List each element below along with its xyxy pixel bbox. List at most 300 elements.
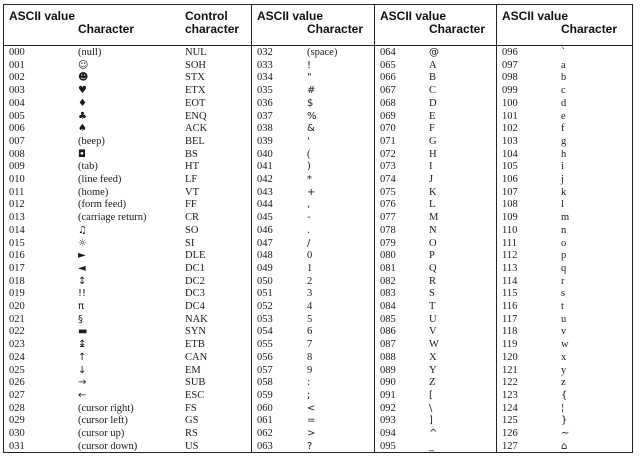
character: d	[561, 97, 567, 109]
character: G	[429, 135, 437, 147]
ascii-value: 109	[502, 212, 518, 224]
control-character: SUB	[185, 377, 206, 389]
character: _	[429, 440, 434, 452]
character: U	[429, 313, 437, 325]
ascii-value: 071	[380, 135, 396, 147]
ascii-value: 105	[502, 161, 518, 173]
ascii-value: 074	[380, 174, 396, 185]
character: O	[429, 237, 437, 249]
character: y	[561, 364, 567, 376]
character: g	[561, 135, 567, 147]
character: ♣	[78, 110, 87, 122]
character: '	[307, 135, 310, 147]
ascii-value: 104	[502, 148, 518, 160]
header-ascii-value: ASCII value	[502, 9, 569, 23]
ascii-value: 127	[502, 440, 518, 452]
character: J	[429, 174, 434, 185]
character: /	[307, 237, 311, 249]
character: ↕	[78, 275, 87, 287]
ascii-value: 043	[257, 186, 273, 198]
character: 0	[307, 250, 313, 262]
character: B	[429, 72, 437, 84]
control-character: NUL	[185, 47, 207, 58]
character: (cursor up)	[78, 428, 125, 439]
ascii-value: 113	[502, 262, 518, 274]
character: ,	[307, 199, 311, 211]
character: a	[561, 59, 566, 71]
character: ¦	[561, 402, 565, 414]
ascii-value: 107	[502, 186, 518, 198]
ascii-value: 123	[502, 389, 518, 401]
character: $	[307, 97, 314, 109]
character: )	[307, 161, 311, 173]
character: (tab)	[78, 161, 98, 173]
ascii-value: 115	[502, 288, 518, 300]
character: ]	[429, 415, 433, 427]
ascii-value: 102	[502, 123, 518, 135]
control-character: CR	[185, 212, 200, 224]
character: ↓	[78, 364, 87, 376]
ascii-value: 118	[502, 326, 518, 338]
character: r	[561, 275, 565, 287]
character: ◘	[78, 148, 86, 160]
ascii-value: 060	[257, 402, 273, 414]
ascii-value: 124	[502, 402, 518, 414]
ascii-value: 038	[257, 123, 273, 135]
ascii-value: 067	[380, 85, 396, 97]
control-character: SYN	[185, 326, 207, 338]
ascii-value: 057	[257, 364, 273, 376]
character: P	[429, 250, 435, 262]
ascii-value: 066	[380, 72, 396, 84]
ascii-value: 013	[9, 212, 25, 224]
character: ~	[561, 428, 570, 439]
ascii-value: 045	[257, 212, 273, 224]
ascii-value: 080	[380, 250, 396, 262]
ascii-value: 005	[9, 110, 25, 122]
character: q	[561, 262, 567, 274]
character: D	[429, 97, 437, 109]
control-character: US	[185, 440, 199, 452]
character: A	[429, 59, 437, 71]
character: `	[561, 47, 566, 58]
character: -	[307, 212, 311, 224]
ascii-value: 108	[502, 199, 518, 211]
ascii-value: 075	[380, 186, 396, 198]
column-divider	[496, 5, 497, 452]
ascii-value: 081	[380, 262, 396, 274]
ascii-value: 093	[380, 415, 396, 427]
ascii-value: 016	[9, 250, 25, 262]
ascii-value: 000	[9, 47, 25, 58]
character: n	[561, 224, 567, 236]
column-divider	[251, 5, 252, 452]
ascii-value: 011	[9, 186, 25, 198]
character: h	[561, 148, 567, 160]
ascii-value: 018	[9, 275, 25, 287]
ascii-value: 079	[380, 237, 396, 249]
character: (null)	[78, 47, 102, 58]
character: %	[307, 110, 317, 122]
header-character: Character	[429, 22, 486, 36]
control-character: DC2	[185, 275, 205, 287]
control-character: RS	[185, 428, 198, 439]
character: (home)	[78, 186, 109, 198]
character: π	[78, 301, 85, 312]
control-character: ETX	[185, 85, 206, 97]
ascii-value: 030	[9, 428, 25, 439]
ascii-value: 125	[502, 415, 518, 427]
ascii-value: 126	[502, 428, 518, 439]
header-ascii-value: ASCII value	[380, 9, 447, 23]
ascii-value: 044	[257, 199, 273, 211]
character: (space)	[307, 47, 338, 58]
ascii-value: 004	[9, 97, 25, 109]
character: (carriage return)	[78, 212, 147, 224]
character: (line feed)	[78, 174, 122, 185]
ascii-value: 096	[502, 47, 518, 58]
ascii-value: 028	[9, 402, 25, 414]
ascii-value: 111	[502, 237, 517, 249]
control-character: ENQ	[185, 110, 207, 122]
ascii-value: 068	[380, 97, 396, 109]
ascii-value: 054	[257, 326, 273, 338]
ascii-value: 027	[9, 389, 25, 401]
ascii-value: 015	[9, 237, 25, 249]
ascii-value: 106	[502, 174, 518, 185]
ascii-value: 014	[9, 224, 25, 236]
character: I	[429, 161, 433, 173]
character: ☺	[78, 59, 89, 71]
ascii-value: 022	[9, 326, 25, 338]
ascii-value: 086	[380, 326, 396, 338]
ascii-value: 076	[380, 199, 396, 211]
ascii-value: 119	[502, 339, 518, 351]
character: 6	[307, 326, 313, 338]
character: 2	[307, 275, 313, 287]
character: 1	[307, 262, 313, 274]
ascii-value: 091	[380, 389, 396, 401]
character: !	[307, 59, 312, 71]
ascii-value: 088	[380, 351, 396, 363]
ascii-value: 063	[257, 440, 273, 452]
ascii-value: 069	[380, 110, 396, 122]
control-character: VT	[185, 186, 199, 198]
control-character: GS	[185, 415, 199, 427]
ascii-value: 103	[502, 135, 518, 147]
ascii-value: 073	[380, 161, 396, 173]
character: ←	[78, 389, 87, 401]
character: [	[429, 389, 433, 401]
control-character: ACK	[185, 123, 208, 135]
character: ;	[307, 389, 311, 401]
ascii-value: 095	[380, 440, 396, 452]
ascii-value: 029	[9, 415, 25, 427]
control-character: BEL	[185, 135, 205, 147]
character: L	[429, 199, 436, 211]
character: ♫	[78, 224, 87, 236]
ascii-value: 017	[9, 262, 25, 274]
header-ascii-value: ASCII value	[257, 9, 324, 23]
ascii-value: 049	[257, 262, 273, 274]
character: ↨	[78, 339, 87, 351]
ascii-value: 083	[380, 288, 396, 300]
character: X	[429, 351, 437, 363]
ascii-value: 006	[9, 123, 25, 135]
character: S	[429, 288, 435, 300]
character: R	[429, 275, 437, 287]
ascii-value: 110	[502, 224, 518, 236]
ascii-value: 031	[9, 440, 25, 452]
character: M	[429, 212, 439, 224]
ascii-value: 046	[257, 224, 273, 236]
ascii-value: 010	[9, 174, 25, 185]
ascii-value: 033	[257, 59, 273, 71]
ascii-value: 041	[257, 161, 273, 173]
ascii-value: 002	[9, 72, 25, 84]
ascii-value: 003	[9, 85, 25, 97]
ascii-value: 085	[380, 313, 396, 325]
control-character: ETB	[185, 339, 205, 351]
character: j	[561, 174, 564, 185]
character: }	[561, 415, 568, 427]
character: 7	[307, 339, 313, 351]
control-character: DC3	[185, 288, 205, 300]
character: W	[429, 339, 439, 351]
ascii-value: 039	[257, 135, 273, 147]
ascii-value: 120	[502, 351, 518, 363]
character: "	[307, 72, 312, 84]
ascii-value: 050	[257, 275, 273, 287]
ascii-value: 087	[380, 339, 396, 351]
character: :	[307, 377, 311, 389]
ascii-value: 116	[502, 301, 518, 312]
character: N	[429, 224, 437, 236]
header-ascii-value: ASCII value	[9, 9, 76, 23]
character: ⌂	[561, 440, 568, 452]
ascii-value: 114	[502, 275, 518, 287]
control-character: SOH	[185, 59, 207, 71]
character: t	[561, 301, 564, 312]
character: (cursor right)	[78, 402, 134, 414]
character: <	[307, 402, 316, 414]
character: T	[429, 301, 436, 312]
ascii-value: 052	[257, 301, 273, 312]
character: F	[429, 123, 435, 135]
character: v	[561, 326, 567, 338]
character: e	[561, 110, 566, 122]
ascii-value: 056	[257, 351, 273, 363]
character: i	[561, 161, 564, 173]
ascii-value: 077	[380, 212, 396, 224]
ascii-value: 078	[380, 224, 396, 236]
ascii-value: 024	[9, 351, 25, 363]
ascii-value: 090	[380, 377, 396, 389]
control-character: DLE	[185, 250, 206, 262]
character: K	[429, 186, 437, 198]
control-character: FS	[185, 402, 197, 414]
character: >	[307, 428, 316, 439]
ascii-value: 065	[380, 59, 396, 71]
character: ♦	[78, 97, 87, 109]
character: C	[429, 85, 437, 97]
ascii-value: 058	[257, 377, 273, 389]
ascii-value: 059	[257, 389, 273, 401]
ascii-value: 089	[380, 364, 396, 376]
ascii-value: 034	[257, 72, 273, 84]
header-divider	[4, 45, 632, 46]
header-character: Character	[561, 22, 618, 36]
ascii-value: 098	[502, 72, 518, 84]
ascii-value: 009	[9, 161, 25, 173]
character: E	[429, 110, 436, 122]
control-character: DC4	[185, 301, 205, 312]
ascii-value: 007	[9, 135, 25, 147]
character: z	[561, 377, 566, 389]
ascii-value: 070	[380, 123, 396, 135]
ascii-value: 122	[502, 377, 518, 389]
ascii-value: 100	[502, 97, 518, 109]
ascii-value: 008	[9, 148, 25, 160]
character: (	[307, 148, 311, 160]
ascii-value: 036	[257, 97, 273, 109]
character: H	[429, 148, 437, 160]
control-character: HT	[185, 161, 199, 173]
ascii-value: 020	[9, 301, 25, 312]
ascii-value: 037	[257, 110, 273, 122]
character: (cursor down)	[78, 440, 138, 452]
ascii-value: 040	[257, 148, 273, 160]
ascii-value: 026	[9, 377, 25, 389]
character: !!	[78, 288, 87, 300]
character: \	[429, 402, 433, 414]
ascii-value: 101	[502, 110, 518, 122]
control-character: STX	[185, 72, 205, 84]
ascii-value: 082	[380, 275, 396, 287]
ascii-value: 121	[502, 364, 518, 376]
character: Q	[429, 262, 437, 274]
character: ^	[429, 428, 438, 439]
character: Y	[429, 364, 437, 376]
character: x	[561, 351, 567, 363]
ascii-value: 099	[502, 85, 518, 97]
character: +	[307, 186, 316, 198]
ascii-value: 062	[257, 428, 273, 439]
ascii-value: 055	[257, 339, 273, 351]
control-character: DC1	[185, 262, 205, 274]
ascii-value: 061	[257, 415, 273, 427]
ascii-value: 051	[257, 288, 273, 300]
ascii-value: 019	[9, 288, 25, 300]
ascii-value: 001	[9, 59, 25, 71]
ascii-value: 048	[257, 250, 273, 262]
ascii-value: 035	[257, 85, 273, 97]
header-character: Character	[78, 22, 135, 36]
character: ►	[78, 250, 86, 262]
character: ?	[307, 440, 313, 452]
character: ♠	[78, 123, 87, 135]
character: 8	[307, 351, 313, 363]
control-character: ESC	[185, 389, 205, 401]
character: (cursor left)	[78, 415, 128, 427]
ascii-value: 072	[380, 148, 396, 160]
ascii-value: 092	[380, 402, 396, 414]
ascii-value: 025	[9, 364, 25, 376]
control-character: EOT	[185, 97, 206, 109]
header-character: Character	[307, 22, 364, 36]
ascii-value: 112	[502, 250, 518, 262]
character: §	[78, 313, 83, 325]
ascii-value: 094	[380, 428, 396, 439]
ascii-value: 042	[257, 174, 273, 185]
ascii-table	[3, 4, 633, 453]
column-divider	[374, 5, 375, 452]
character: p	[561, 250, 567, 262]
control-character: EM	[185, 364, 201, 376]
control-character: NAK	[185, 313, 208, 325]
character: .	[307, 224, 311, 236]
control-character: SO	[185, 224, 199, 236]
character: (form feed)	[78, 199, 127, 211]
character: →	[78, 377, 87, 389]
character: ☻	[78, 72, 89, 84]
character: @	[429, 47, 439, 58]
character: ♥	[78, 85, 87, 97]
character: 9	[307, 364, 313, 376]
character: 5	[307, 313, 313, 325]
character: o	[561, 237, 567, 249]
character: ↑	[78, 351, 87, 363]
header-control-character: Control character	[185, 9, 240, 36]
character: ▬	[78, 326, 88, 338]
ascii-value: 047	[257, 237, 273, 249]
control-character: CAN	[185, 351, 208, 363]
character: s	[561, 288, 566, 300]
ascii-value: 064	[380, 47, 396, 58]
character: b	[561, 72, 567, 84]
ascii-value: 012	[9, 199, 25, 211]
character: k	[561, 186, 567, 198]
character: &	[307, 123, 315, 135]
character: Z	[429, 377, 436, 389]
ascii-value: 032	[257, 47, 273, 58]
character: l	[561, 199, 564, 211]
character: {	[561, 389, 568, 401]
character: c	[561, 85, 566, 97]
character: *	[307, 174, 312, 185]
ascii-value: 023	[9, 339, 25, 351]
character: 3	[307, 288, 313, 300]
control-character: BS	[185, 148, 198, 160]
character: m	[561, 212, 570, 224]
control-character: LF	[185, 174, 198, 185]
character: =	[307, 415, 316, 427]
ascii-value: 117	[502, 313, 518, 325]
ascii-value: 097	[502, 59, 518, 71]
character: f	[561, 123, 565, 135]
ascii-value: 021	[9, 313, 25, 325]
character: #	[307, 85, 316, 97]
character: ◄	[78, 262, 86, 274]
character: (beep)	[78, 135, 105, 147]
ascii-value: 053	[257, 313, 273, 325]
ascii-value: 084	[380, 301, 396, 312]
character: w	[561, 339, 569, 351]
character: 4	[307, 301, 313, 312]
control-character: FF	[185, 199, 197, 211]
character: u	[561, 313, 567, 325]
character: ☼	[78, 237, 87, 249]
